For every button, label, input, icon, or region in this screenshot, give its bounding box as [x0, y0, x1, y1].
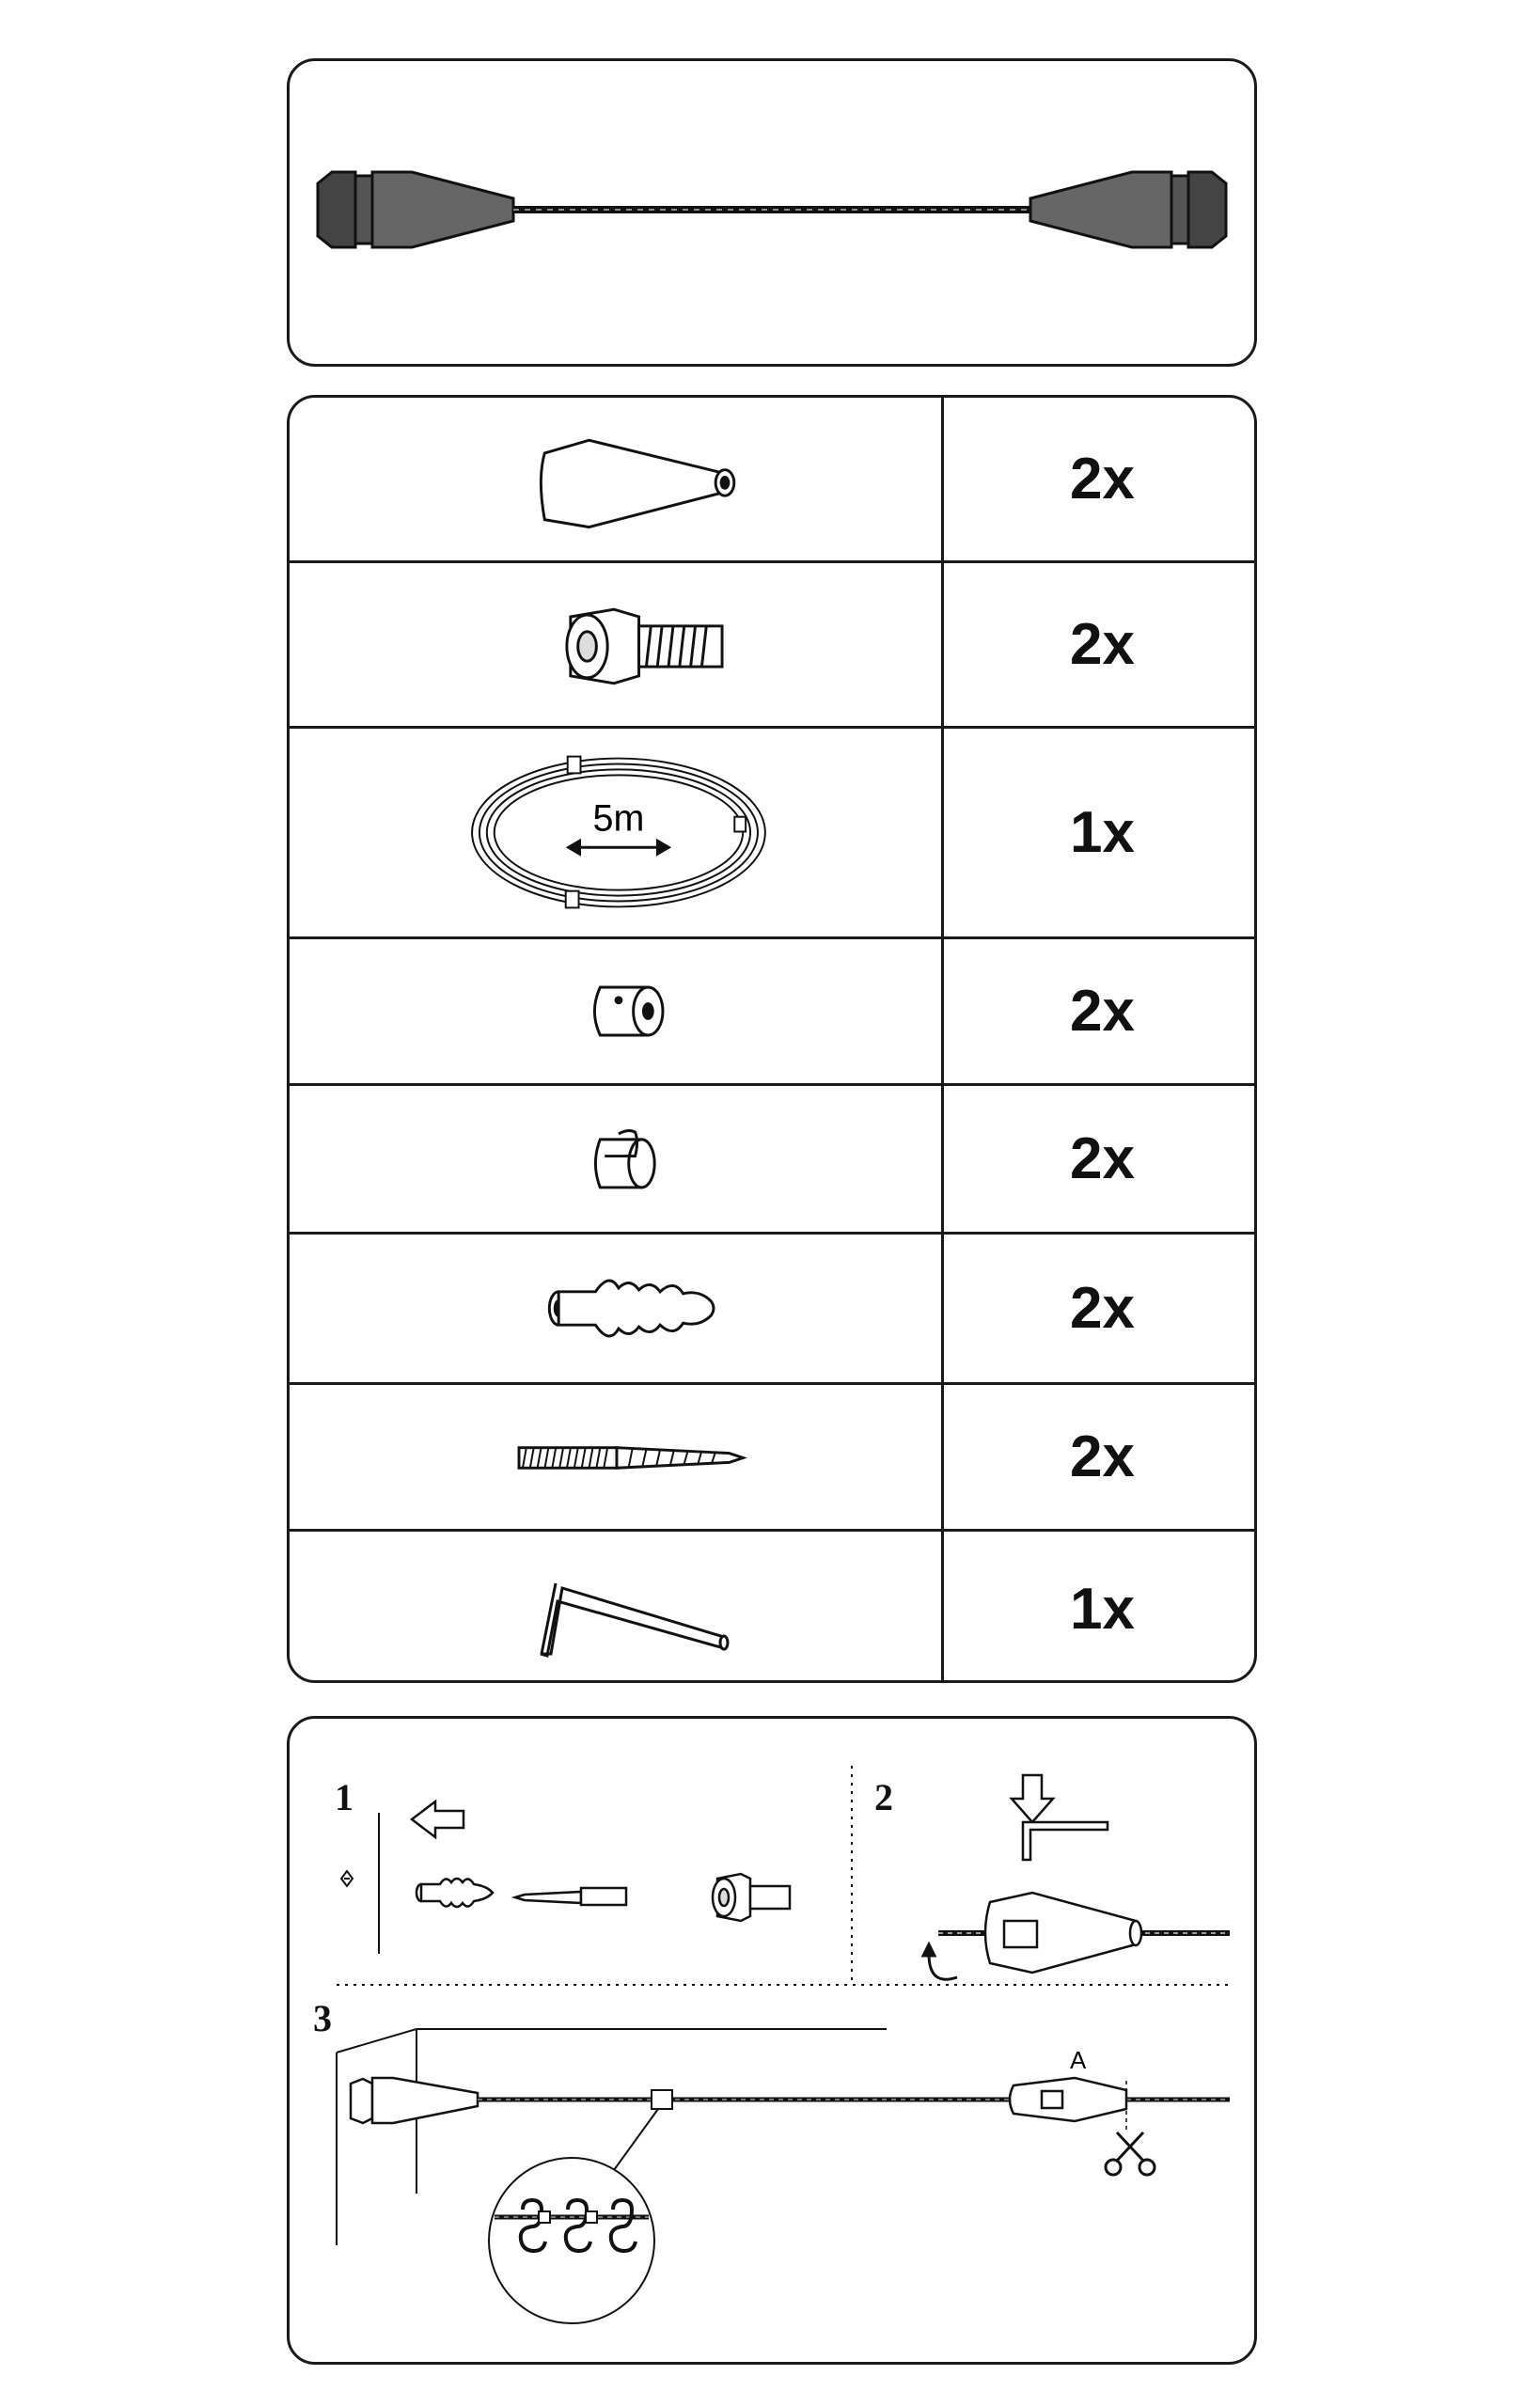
hex-bolt-small-icon — [713, 1874, 790, 1921]
hex-key-small-icon — [1023, 1822, 1108, 1860]
arrow-left-icon — [412, 1801, 464, 1837]
screw-icon — [290, 1385, 941, 1529]
part-qty: 2x — [1070, 1126, 1135, 1191]
part-row-wall-plug — [290, 1235, 1254, 1385]
part-qty: 2x — [1070, 612, 1135, 677]
marker-a-label: A — [1070, 2046, 1087, 2074]
assembled-wire-panel — [287, 58, 1257, 367]
part-qty: 2x — [1070, 447, 1135, 511]
part-qty: 2x — [1070, 1276, 1135, 1341]
assembly-steps-illustration — [290, 1719, 1254, 2362]
part-row-wire-clip — [290, 1086, 1254, 1235]
wire-coil-icon — [290, 729, 941, 936]
cone-tensioner-mounted-icon — [351, 2078, 478, 2123]
cone-tensioner-right-icon — [1010, 2078, 1126, 2121]
wire-clip-icon — [290, 1086, 941, 1232]
part-row-cone — [290, 398, 1254, 563]
scissors-icon — [1106, 2132, 1155, 2175]
detail-zoom-circle — [489, 2158, 654, 2323]
screw-small-icon — [515, 1888, 626, 1905]
assembled-wire-icon — [290, 61, 1254, 364]
parts-list-panel — [287, 395, 1257, 1683]
part-row-wire-stop — [290, 939, 1254, 1086]
part-row-wire-coil — [290, 729, 1254, 939]
wall-plug-small-icon — [416, 1879, 493, 1907]
drill-bit-icon — [341, 1871, 353, 1886]
coil-length-label: 5m — [592, 797, 645, 840]
wire-stop-icon — [290, 939, 941, 1083]
step-2-label: 2 — [874, 1776, 893, 1818]
part-row-hex-bolt — [290, 563, 1254, 729]
step-1-label: 1 — [335, 1776, 354, 1818]
step-3-label: 3 — [313, 1997, 332, 2039]
part-row-hex-key — [290, 1532, 1254, 1683]
cone-icon — [290, 398, 941, 560]
part-qty: 2x — [1070, 979, 1135, 1044]
cone-tensioner-small-icon — [985, 1893, 1141, 1973]
arrow-down-icon — [1012, 1775, 1053, 1822]
hex-bolt-icon — [290, 563, 941, 726]
hex-key-icon — [290, 1532, 941, 1683]
part-qty: 1x — [1070, 800, 1135, 865]
assembly-steps-panel — [287, 1716, 1257, 2365]
wire-stop-mounted-icon — [652, 2090, 672, 2109]
part-qty: 1x — [1070, 1576, 1135, 1642]
wall-plug-icon — [290, 1235, 941, 1382]
rotate-arrow-icon — [923, 1944, 957, 1979]
part-row-screw — [290, 1385, 1254, 1532]
part-qty: 2x — [1070, 1424, 1135, 1489]
